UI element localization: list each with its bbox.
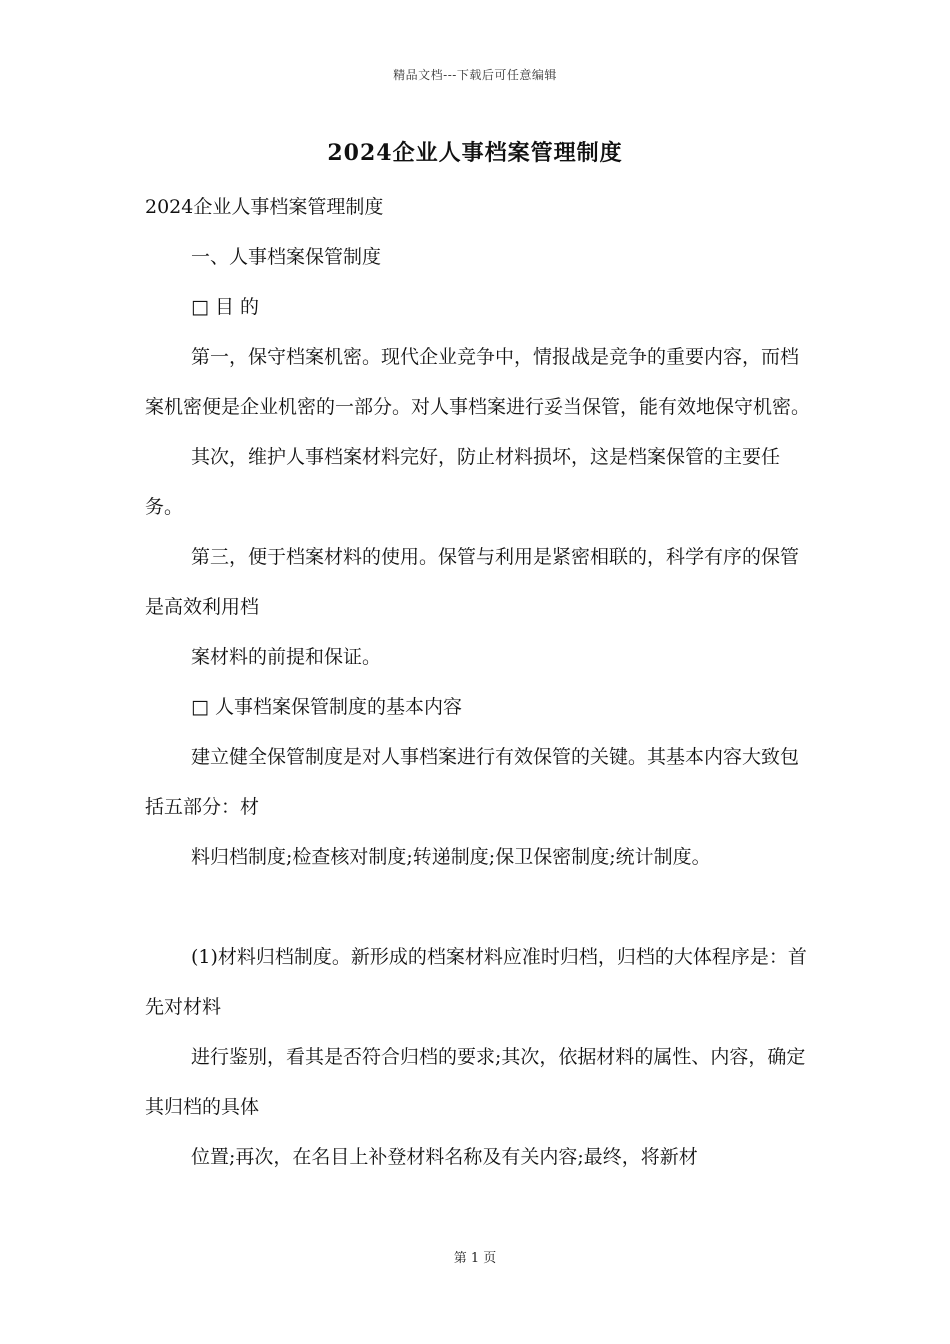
- page-header: 精品文档---下载后可任意编辑: [393, 68, 557, 82]
- paragraph-archiving-cont-2: 位置;再次，在名目上补登材料名称及有关内容;最终，将新材: [191, 1146, 698, 1168]
- subsection-content: □ 人事档案保管制度的基本内容: [191, 696, 462, 718]
- page-number: 第 1 页: [453, 1251, 497, 1266]
- blank-line: [145, 882, 810, 932]
- document-body: [145, 182, 810, 1182]
- paragraph-archiving: (1)材料归档制度。新形成的档案材料应准时归档，归档的大体程序是：首先对材料: [145, 946, 807, 1018]
- paragraph-third: 第三，便于档案材料的使用。保管与利用是紧密相联的，科学有序的保管是高效利用档: [145, 546, 800, 618]
- document-title: 2024企业人事档案管理制度: [327, 140, 623, 166]
- paragraph-system: 建立健全保管制度是对人事档案进行有效保管的关键。其基本内容大致包括五部分：材: [145, 746, 800, 818]
- paragraph-second: 其次，维护人事档案材料完好，防止材料损坏，这是档案保管的主要任务。: [145, 446, 781, 518]
- paragraph-third-cont: 案材料的前提和保证。: [191, 646, 382, 668]
- paragraph-archiving-cont: 进行鉴别，看其是否符合归档的要求;其次，依据材料的属性、内容，确定其归档的具体: [145, 1046, 806, 1118]
- subsection-purpose: □ 目 的: [191, 296, 260, 318]
- subtitle-line: 2024企业人事档案管理制度: [145, 196, 384, 218]
- paragraph-first: 第一，保守档案机密。现代企业竞争中，情报战是竞争的重要内容，而档案机密便是企业机密的一部分。对人事档案进行妥当保管，能有效地保守机密。: [145, 346, 811, 418]
- section-heading: 一、人事档案保管制度: [191, 246, 382, 268]
- paragraph-system-cont: 料归档制度;检查核对制度;转递制度;保卫保密制度;统计制度。: [191, 846, 711, 868]
